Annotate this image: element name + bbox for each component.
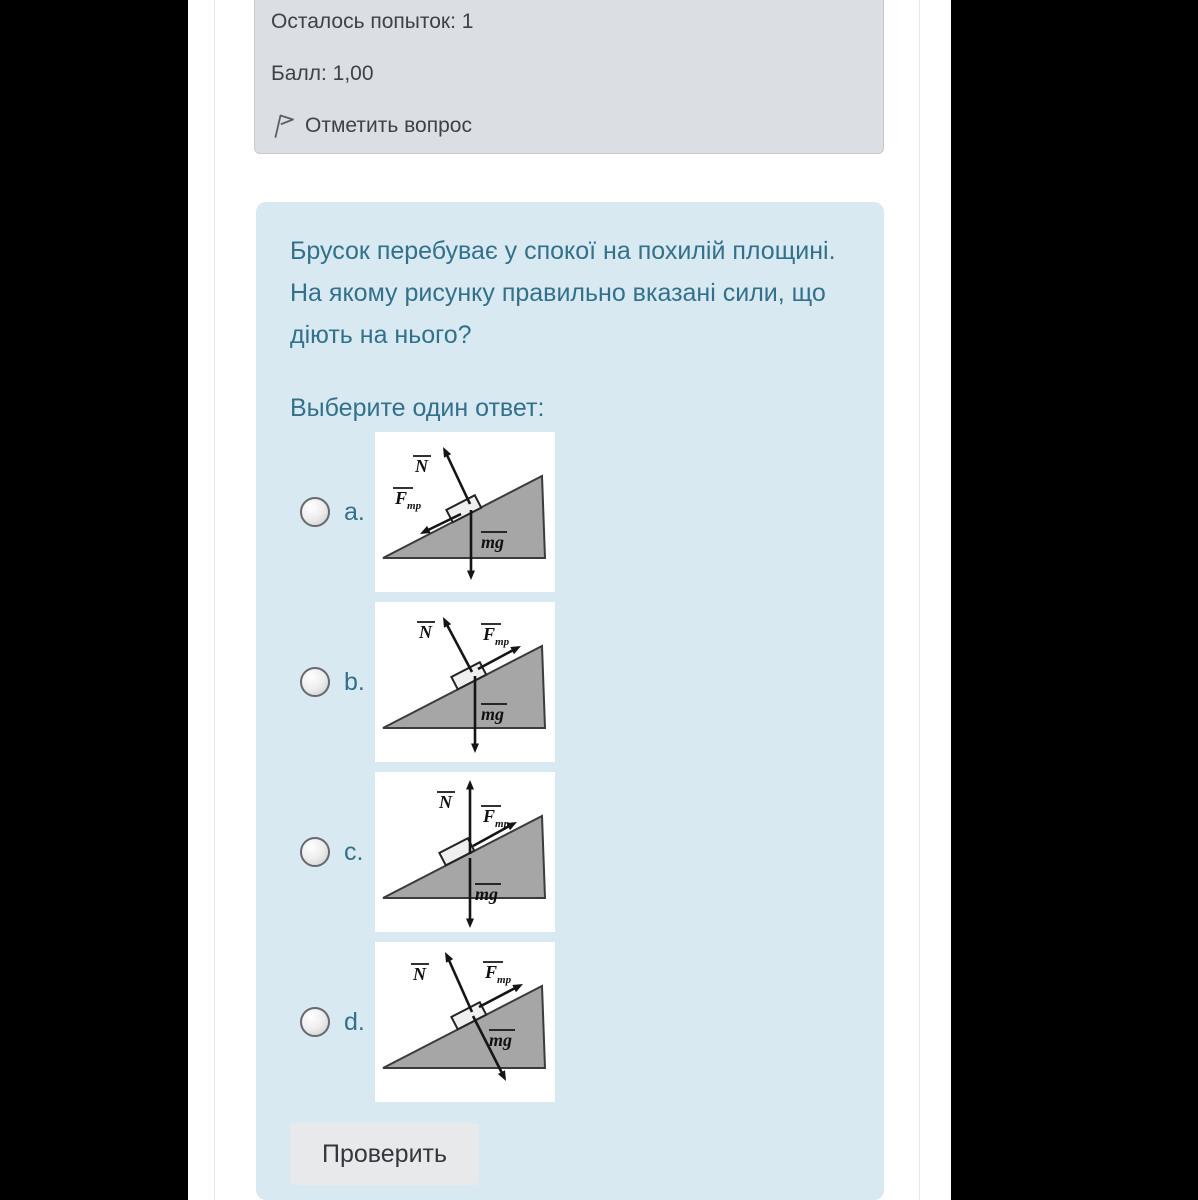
friction-force-label: $F_{тр}$	[485, 962, 512, 986]
option-b-diagram[interactable]	[375, 602, 555, 762]
option-a-diagram[interactable]	[375, 432, 555, 592]
radio-option-c[interactable]	[300, 837, 330, 867]
option-d-diagram[interactable]	[375, 942, 555, 1102]
normal-force-label: N	[415, 456, 428, 476]
option-c-diagram[interactable]	[375, 772, 555, 932]
friction-force-label: $F_{тр}$	[395, 488, 422, 512]
normal-force-label: N	[439, 792, 452, 812]
question-text: Брусок перебуває у спокої на похилій площині. На якому рисунку правильно вказані сили, що діють на нього?	[290, 237, 836, 349]
answer-option-c	[290, 772, 884, 932]
weight-force-label: mg	[481, 704, 505, 724]
question-panel	[256, 202, 884, 1200]
option-c-label[interactable]: c.	[344, 837, 364, 866]
option-d-label[interactable]: d.	[344, 1007, 365, 1036]
grade-value: Балл: 1,00	[271, 62, 374, 85]
option-a-label[interactable]: a.	[344, 497, 365, 526]
normal-force-arrow	[443, 447, 470, 504]
normal-force-arrow	[443, 617, 472, 672]
answer-options	[290, 432, 884, 1102]
weight-force-label: mg	[481, 532, 505, 552]
flag-question-link[interactable]	[271, 111, 867, 141]
option-b-label[interactable]: b.	[344, 667, 365, 696]
answer-prompt: Выберите один ответ:	[290, 394, 545, 422]
normal-force-label: N	[419, 622, 432, 642]
radio-option-d[interactable]	[300, 1007, 330, 1037]
flag-icon	[271, 111, 297, 141]
content-column-left-border	[214, 0, 215, 1200]
weight-force-label: mg	[475, 884, 499, 904]
radio-option-b[interactable]	[300, 667, 330, 697]
content-column-right-border	[919, 0, 920, 1200]
quiz-page	[188, 0, 951, 1200]
answer-option-b	[290, 602, 884, 762]
attempts-remaining: Осталось попыток: 1	[271, 10, 474, 33]
radio-option-a[interactable]	[300, 497, 330, 527]
answer-option-d	[290, 942, 884, 1102]
friction-force-label: $F_{тр}$	[483, 806, 510, 830]
normal-force-label: N	[413, 964, 426, 984]
question-info-box	[254, 0, 884, 154]
flag-question-label: Отметить вопрос	[305, 114, 472, 137]
weight-force-label: mg	[489, 1030, 513, 1050]
check-button[interactable]: Проверить	[290, 1123, 479, 1185]
normal-force-arrow	[445, 952, 472, 1012]
answer-option-a	[290, 432, 884, 592]
friction-force-label: $F_{тр}$	[483, 624, 510, 648]
